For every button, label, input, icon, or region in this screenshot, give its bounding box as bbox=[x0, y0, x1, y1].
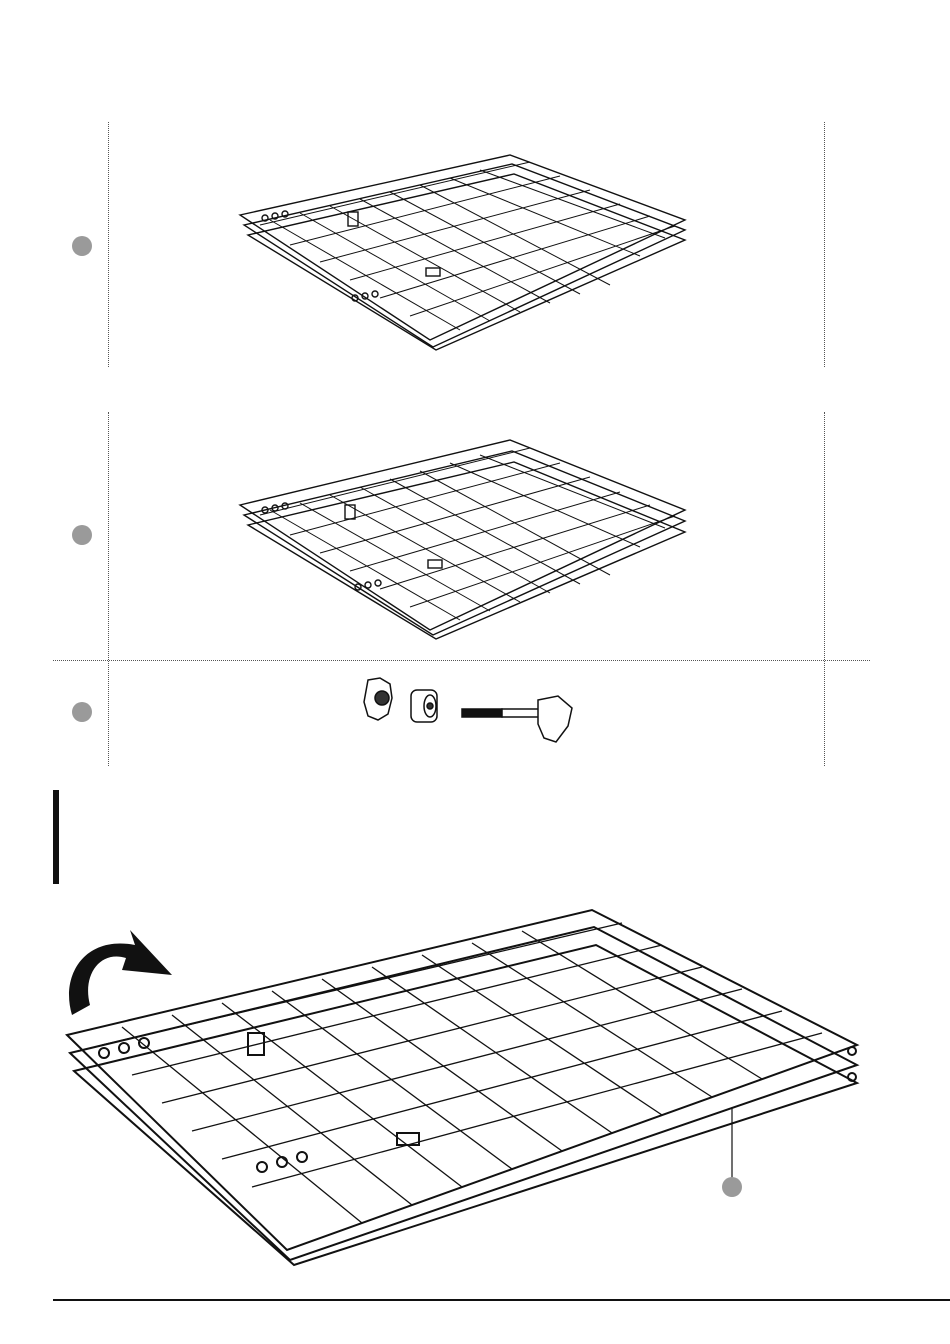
part-marker-a bbox=[72, 236, 92, 256]
table-divider-right-mid bbox=[824, 412, 825, 766]
spacer-icon bbox=[408, 686, 442, 726]
bed-frame-illustration-a bbox=[230, 150, 700, 350]
bolt-with-knob-icon bbox=[460, 694, 575, 749]
step-heading-bar bbox=[53, 790, 59, 884]
callout-marker bbox=[722, 1177, 742, 1197]
table-divider-left-top bbox=[108, 122, 109, 367]
footer-rule bbox=[53, 1299, 950, 1301]
table-divider-right-top bbox=[824, 122, 825, 367]
table-row-separator bbox=[53, 660, 870, 661]
bed-frame-illustration-b bbox=[230, 435, 700, 640]
part-marker-b bbox=[72, 525, 92, 545]
knob-nut-icon bbox=[360, 676, 400, 724]
unfold-frame-illustration bbox=[62, 905, 862, 1265]
table-divider-left-mid bbox=[108, 412, 109, 766]
part-marker-hardware bbox=[72, 702, 92, 722]
